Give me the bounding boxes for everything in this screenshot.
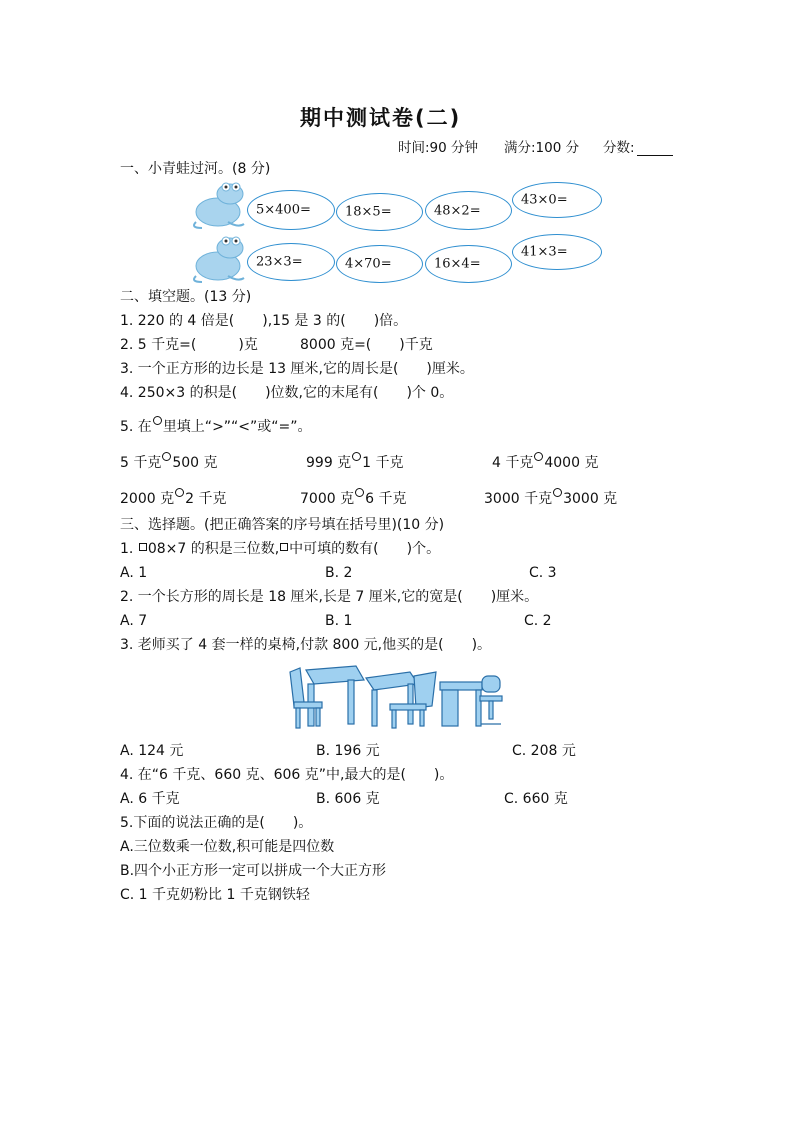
compare-left: 7000 克 [300, 491, 355, 507]
choice-question-1 [120, 540, 440, 558]
compare-left: 999 克 [306, 455, 352, 471]
fill-question-2a: 2. 5 千克=( )克 [120, 337, 258, 353]
compare-circle-icon [553, 488, 562, 497]
problem-text: 23×3= [256, 254, 303, 270]
compare-right: 6 千克 [365, 491, 407, 507]
oval-problem [512, 182, 602, 218]
section-2-heading: 二、填空题。(13 分) [120, 289, 252, 305]
option-b: B. 606 克 [316, 791, 380, 807]
fill-question-2b: 8000 克=( )千克 [300, 337, 433, 353]
oval-problem [425, 191, 512, 230]
option-a: A. 6 千克 [120, 791, 180, 807]
oval-problem [336, 193, 423, 231]
problem-text: 41×3= [521, 244, 568, 260]
compare-left: 5 千克 [120, 455, 162, 471]
option-a: A. 124 元 [120, 743, 184, 759]
compare-right: 2 千克 [185, 491, 227, 507]
compare-right: 4000 克 [544, 455, 599, 471]
q1-number: 1. [120, 541, 134, 557]
frog-illustration-1 [188, 178, 248, 230]
exam-time: 时间:90 分钟 [398, 140, 479, 156]
option-b: B.四个小正方形一定可以拼成一个大正方形 [120, 863, 387, 879]
problem-text: 5×400= [256, 202, 311, 218]
compare-item [492, 452, 598, 472]
compare-item [120, 452, 218, 472]
option-a: A.三位数乘一位数,积可能是四位数 [120, 839, 335, 855]
compare-left: 3000 千克 [484, 491, 553, 507]
fill-question-1: 1. 220 的 4 倍是( ),15 是 3 的( )倍。 [120, 313, 408, 329]
compare-circle-icon [162, 452, 171, 461]
oval-problem [425, 245, 512, 283]
option-b: B. 2 [325, 565, 353, 581]
oval-problem [336, 245, 423, 283]
oval-problem [247, 243, 335, 281]
desk-chair-illustration [286, 662, 506, 732]
blank-square-icon [139, 543, 147, 551]
q5-prefix: 5. 在 [120, 419, 152, 435]
problem-text: 43×0= [521, 192, 568, 208]
oval-problem [247, 190, 335, 230]
problem-text: 18×5= [345, 204, 392, 220]
page-title: 期中测试卷(二) [300, 106, 462, 130]
option-c: C. 1 千克奶粉比 1 千克钢铁轻 [120, 887, 310, 903]
option-c: C. 660 克 [504, 791, 568, 807]
compare-left: 4 千克 [492, 455, 534, 471]
option-c: C. 208 元 [512, 743, 576, 759]
fill-question-5 [120, 416, 312, 436]
choice-question-5: 5.下面的说法正确的是( )。 [120, 815, 313, 831]
exam-score [603, 136, 673, 156]
section-3-heading: 三、选择题。(把正确答案的序号填在括号里)(10 分) [120, 517, 445, 533]
q1-text-a: 08×7 的积是三位数, [147, 541, 280, 557]
compare-circle-icon [534, 452, 543, 461]
compare-circle-icon [355, 488, 364, 497]
compare-right: 1 千克 [362, 455, 404, 471]
compare-circle-icon [175, 488, 184, 497]
compare-circle-icon [352, 452, 361, 461]
score-label: 分数: [603, 140, 635, 156]
blank-square-icon [280, 543, 288, 551]
compare-item [300, 488, 406, 508]
choice-question-2: 2. 一个长方形的周长是 18 厘米,长是 7 厘米,它的宽是( )厘米。 [120, 589, 539, 605]
frog-illustration-2 [188, 232, 248, 284]
choice-question-3: 3. 老师买了 4 套一样的桌椅,付款 800 元,他买的是( )。 [120, 637, 492, 653]
compare-item [484, 488, 617, 508]
option-a: A. 7 [120, 613, 148, 629]
fill-question-4: 4. 250×3 的积是( )位数,它的末尾有( )个 0。 [120, 385, 454, 401]
compare-left: 2000 克 [120, 491, 175, 507]
option-c: C. 3 [529, 565, 557, 581]
problem-text: 48×2= [434, 203, 481, 218]
option-b: B. 196 元 [316, 743, 380, 759]
option-c: C. 2 [524, 613, 552, 629]
compare-item [306, 452, 404, 472]
choice-question-4: 4. 在“6 千克、660 克、606 克”中,最大的是( )。 [120, 767, 454, 783]
section-1-heading: 一、小青蛙过河。(8 分) [120, 161, 271, 177]
oval-problem [512, 234, 602, 270]
problem-text: 4×70= [345, 256, 392, 272]
exam-full-score: 满分:100 分 [504, 140, 580, 156]
option-a: A. 1 [120, 565, 148, 581]
compare-right: 3000 克 [563, 491, 618, 507]
q5-suffix: 里填上“>”“<”或“=”。 [162, 419, 312, 435]
fill-question-3: 3. 一个正方形的边长是 13 厘米,它的周长是( )厘米。 [120, 361, 474, 377]
compare-right: 500 克 [172, 455, 218, 471]
compare-circle-icon [153, 416, 162, 425]
problem-text: 16×4= [434, 256, 481, 272]
option-b: B. 1 [325, 613, 353, 629]
q1-text-b: 中可填的数有( )个。 [289, 541, 441, 557]
score-blank [637, 141, 673, 156]
compare-item [120, 488, 226, 508]
